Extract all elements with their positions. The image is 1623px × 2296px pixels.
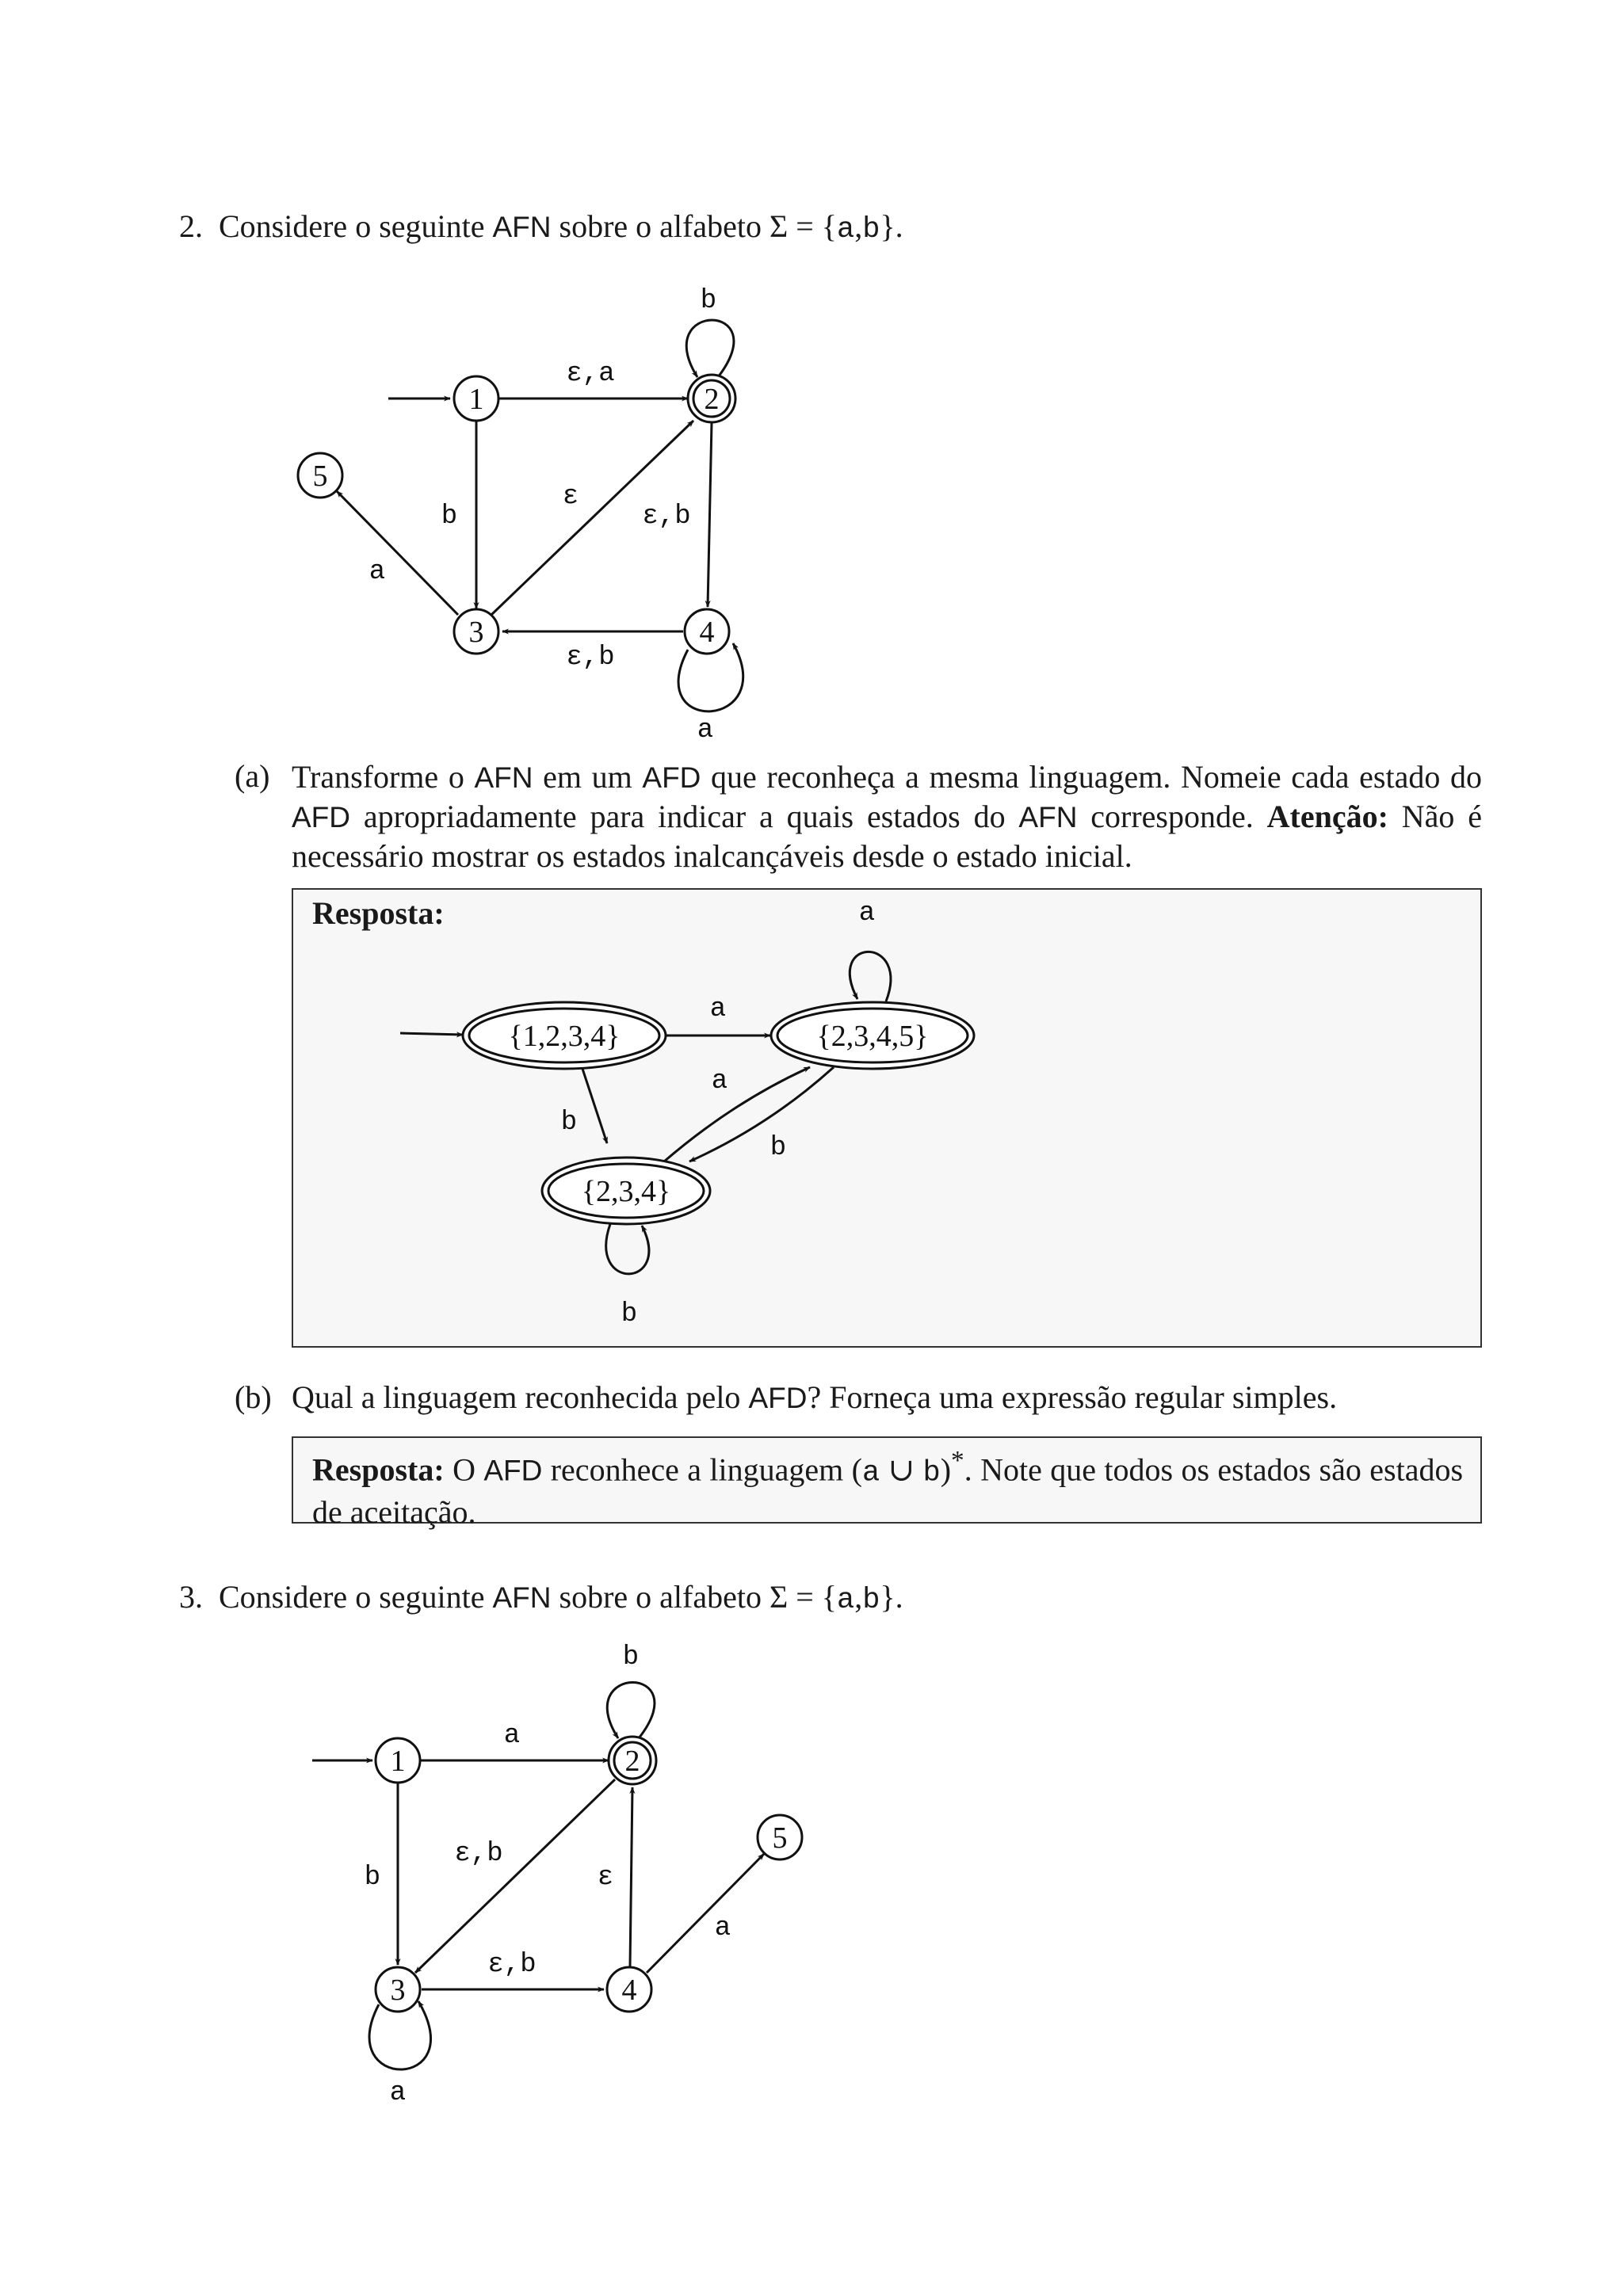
svg-text:{2,3,4,5}: {2,3,4,5} (816, 1020, 929, 1053)
q2-state-2 (688, 375, 735, 422)
svg-text:4: 4 (699, 616, 715, 649)
svg-text:5: 5 (312, 460, 328, 493)
q3-label-loop-2: b (622, 1642, 640, 1672)
afn-term: AFN (492, 211, 552, 243)
dfa-loop-s2 (850, 952, 891, 1001)
q3-label-1-2: a (503, 1721, 521, 1751)
q3-label-1-3: b (364, 1863, 381, 1893)
q2-number: 2. (179, 208, 203, 244)
svg-text:1: 1 (468, 383, 484, 416)
q3-label-2-3: ε,b (454, 1839, 503, 1869)
svg-text:3: 3 (468, 616, 484, 649)
q3-edge-2-3 (415, 1779, 615, 1973)
q3-state-2 (609, 1737, 656, 1784)
dfa-label-s1-s2: a (709, 994, 727, 1024)
q2-label-loop-2: b (700, 286, 717, 316)
q2-loop-2 (686, 320, 734, 377)
q2b-label: (b) (235, 1379, 272, 1415)
dfa-state-s2 (771, 1002, 974, 1069)
dfa-edge-s1-s3 (582, 1069, 607, 1143)
dfa-label-loop-s3: b (621, 1299, 638, 1329)
q2-label-loop-4: a (697, 715, 714, 746)
dfa-label-loop-s2: a (858, 898, 876, 929)
q2-label-4-3: ε,b (566, 643, 615, 673)
q2a-dfa-diagram (0, 888, 1623, 1348)
q2-state-4 (685, 609, 729, 654)
q3-statement: 3. Considere o seguinte AFN sobre o alfabeto Σ = {a,b}. (179, 1579, 903, 1617)
q2-nfa-diagram (0, 0, 1623, 761)
svg-text:3: 3 (390, 1974, 406, 2007)
afn-term: AFN (492, 1581, 552, 1614)
q2a-text: Transforme o AFN em um AFD que reconheça a mesma linguagem. Nomeie cada estado do AFD apropriadamente para indicar a quais estados do AFN corresponde. Atenção: Não é necessário mostrar os estados inalcançáveis desde o estado inicial. (292, 759, 1482, 874)
svg-text:2: 2 (704, 383, 720, 416)
q2-label-2-4: ε,b (642, 502, 691, 532)
q3-state-4 (607, 1967, 651, 2012)
q2-label-1-3: b (441, 502, 458, 532)
q3-label-3-4: ε,b (487, 1950, 537, 1980)
q2-edge-3-5 (337, 491, 458, 615)
q3-edge-4-2 (630, 1787, 632, 1966)
dfa-state-s1 (463, 1002, 666, 1069)
attention-label: Atenção: (1266, 799, 1388, 834)
dfa-edge-s3-s2 (664, 1067, 810, 1161)
q2b-answer-text: Resposta: O AFD reconhece a linguagem (a ∪ b)*. Note que todos os estados são estados de aceitação. (312, 1446, 1464, 1531)
q3-edge-4-5 (647, 1854, 764, 1973)
svg-text:{2,3,4}: {2,3,4} (581, 1175, 671, 1208)
q2b-text: Qual a linguagem reconhecida pelo AFD? Forneça uma expressão regular simples. (292, 1379, 1338, 1415)
dfa-start-arrow (400, 1033, 463, 1035)
dfa-state-s3 (542, 1158, 710, 1224)
q2-state-1 (454, 376, 498, 421)
q3-state-3 (376, 1967, 420, 2012)
q2-label-3-5: a (369, 557, 386, 587)
svg-text:5: 5 (772, 1821, 788, 1855)
dfa-label-s3-s2: a (711, 1066, 728, 1097)
q2-label-1-2: ε,a (566, 359, 615, 389)
dfa-label-s2-s3: b (769, 1133, 787, 1163)
svg-text:4: 4 (621, 1974, 637, 2007)
svg-text:2: 2 (624, 1745, 640, 1778)
q2b-answer-box (292, 1436, 1482, 1531)
q2-state-3 (454, 609, 498, 654)
q3-nfa-diagram (0, 1632, 1623, 2203)
svg-text:1: 1 (390, 1745, 406, 1778)
dfa-label-s1-s3: b (560, 1108, 578, 1138)
q3-label-loop-3: a (389, 2078, 407, 2108)
q2a-label: (a) (235, 758, 270, 794)
q3-state-1 (376, 1738, 420, 1783)
q2a-answer-label: Resposta: (312, 895, 445, 931)
q3-state-5 (758, 1815, 802, 1859)
q3-number: 3. (179, 1579, 203, 1615)
q2-edge-2-4 (708, 423, 712, 607)
dfa-loop-s3 (606, 1224, 649, 1274)
q2-statement: 2. Considere o seguinte AFN sobre o alfabeto Σ = {a,b}. (179, 208, 903, 246)
q3-loop-2 (607, 1683, 655, 1739)
q3-label-4-5: a (714, 1913, 731, 1943)
q3-label-4-2: ε (597, 1863, 614, 1893)
svg-text:{1,2,3,4}: {1,2,3,4} (508, 1020, 621, 1053)
q2-state-5 (298, 453, 342, 498)
q2-label-3-2: ε (562, 482, 579, 512)
